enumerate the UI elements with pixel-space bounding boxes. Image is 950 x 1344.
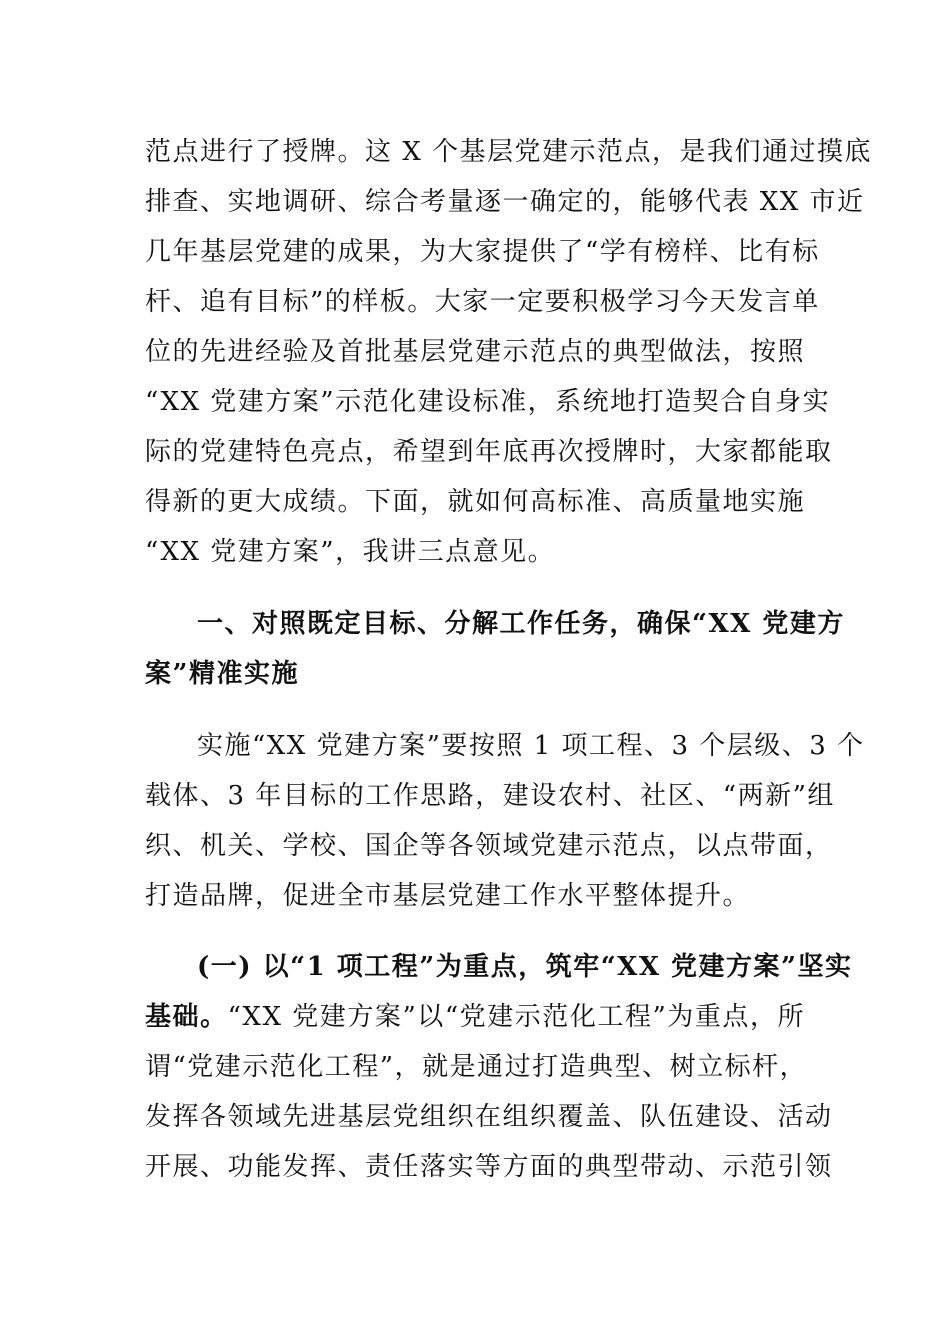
subsection-heading-line: (一) 以“1 项工程”为重点，筑牢“XX 党建方案”坚实 bbox=[197, 952, 853, 982]
paragraph-line-mixed bbox=[145, 1000, 805, 1034]
paragraph-line: 际的党建特色亮点，希望到年底再次授牌时，大家都能取 bbox=[145, 437, 833, 467]
paragraph-line: 排查、实地调研、综合考量逐一确定的，能够代表 XX 市近 bbox=[145, 187, 865, 217]
paragraph-line: 范点进行了授牌。这 X 个基层党建示范点，是我们通过摸底 bbox=[145, 137, 873, 167]
paragraph-line: 发挥各领域先进基层党组织在组织覆盖、队伍建设、活动 bbox=[145, 1102, 833, 1132]
paragraph-line: “XX 党建方案”，我讲三点意见。 bbox=[145, 537, 556, 567]
paragraph-line: 织、机关、学校、国企等各领域党建示范点，以点带面， bbox=[145, 831, 833, 861]
paragraph-line: 实施“XX 党建方案”要按照 1 项工程、3 个层级、3 个 bbox=[197, 731, 865, 761]
paragraph-line: 几年基层党建的成果，为大家提供了“学有榜样、比有标 bbox=[145, 237, 820, 267]
subsection-heading-tail: 基础。 bbox=[145, 1002, 228, 1032]
section-heading-line: 一、对照既定目标、分解工作任务，确保“XX 党建方 bbox=[197, 609, 845, 639]
paragraph-line: 杆、追有目标”的样板。大家一定要积极学习今天发言单 bbox=[145, 287, 820, 317]
paragraph-line: 位的先进经验及首批基层党建示范点的典型做法，按照 bbox=[145, 337, 806, 367]
paragraph-line: 谓“党建示范化工程”，就是通过打造典型、树立标杆， bbox=[145, 1052, 808, 1082]
paragraph-line: 开展、功能发挥、责任落实等方面的典型带动、示范引领 bbox=[145, 1152, 833, 1182]
paragraph-line: “XX 党建方案”示范化建设标准，系统地打造契合自身实 bbox=[145, 387, 831, 417]
paragraph-line: 载体、3 年目标的工作思路，建设农村、社区、“两新”组 bbox=[145, 781, 835, 811]
section-heading-line: 案”精准实施 bbox=[145, 659, 299, 689]
paragraph-line: 打造品牌，促进全市基层党建工作水平整体提升。 bbox=[145, 881, 751, 911]
paragraph-line: 得新的更大成绩。下面，就如何高标准、高质量地实施 bbox=[145, 487, 806, 517]
paragraph-text: “XX 党建方案”以“党建示范化工程”为重点，所 bbox=[227, 1002, 805, 1032]
